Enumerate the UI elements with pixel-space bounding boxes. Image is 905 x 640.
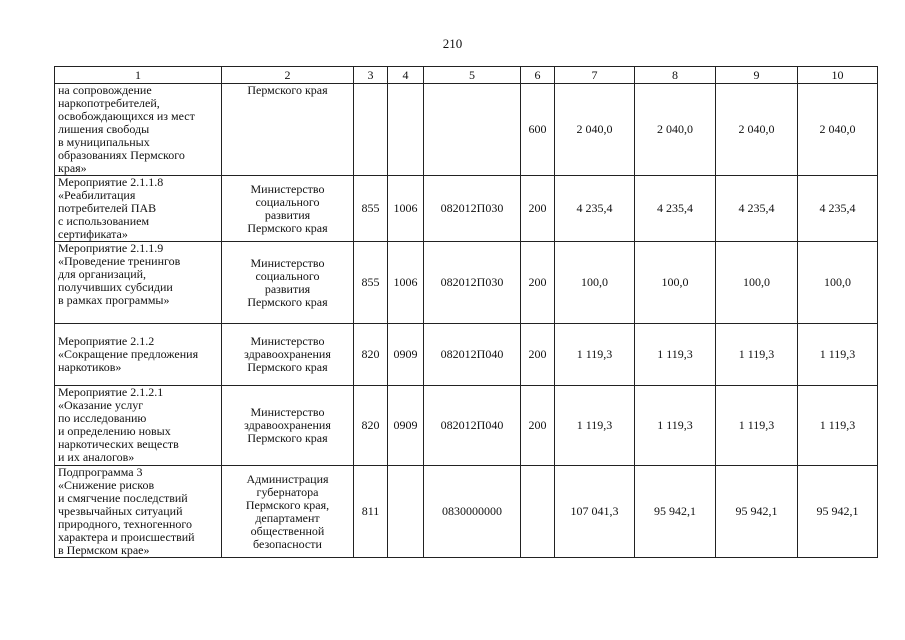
amount-year4-cell: 100,0 <box>798 242 878 324</box>
table-row <box>55 386 878 466</box>
header-cell: 7 <box>555 67 635 84</box>
measure-name-cell: Мероприятие 2.1.2.1 «Оказание услуг по исследованию и определению новых наркотических веществ и их аналогов» <box>55 386 222 466</box>
amount-year1-cell: 2 040,0 <box>555 84 635 176</box>
section-cell <box>388 84 424 176</box>
expense-type-cell: 200 <box>521 386 555 466</box>
amount-year3-cell: 100,0 <box>716 242 798 324</box>
expense-type-cell: 200 <box>521 176 555 242</box>
amount-year4-cell: 4 235,4 <box>798 176 878 242</box>
expense-type-cell: 600 <box>521 84 555 176</box>
target-article-cell: 082012П040 <box>424 324 521 386</box>
header-cell: 5 <box>424 67 521 84</box>
table-row <box>55 324 878 386</box>
section-cell: 0909 <box>388 386 424 466</box>
measure-name-cell: Мероприятие 2.1.1.9 «Проведение тренингов для организаций, получивших субсидии в рамках программы» <box>55 242 222 324</box>
amount-year1-cell: 107 041,3 <box>555 466 635 558</box>
amount-year4-cell: 1 119,3 <box>798 386 878 466</box>
amount-year1-cell: 1 119,3 <box>555 324 635 386</box>
grbs-cell: 820 <box>354 386 388 466</box>
expense-type-cell <box>521 466 555 558</box>
header-cell: 9 <box>716 67 798 84</box>
amount-year2-cell: 2 040,0 <box>635 84 716 176</box>
page-number: 210 <box>442 36 463 51</box>
grbs-cell: 855 <box>354 242 388 324</box>
table-row <box>55 466 878 558</box>
table-row <box>55 176 878 242</box>
table-row <box>55 84 878 176</box>
target-article-cell: 082012П030 <box>424 176 521 242</box>
header-cell: 3 <box>354 67 388 84</box>
executor-cell: Пермского края <box>222 84 354 176</box>
amount-year3-cell: 2 040,0 <box>716 84 798 176</box>
amount-year2-cell: 1 119,3 <box>635 386 716 466</box>
measure-name-cell: Мероприятие 2.1.1.8 «Реабилитация потребителей ПАВ с использованием сертификата» <box>55 176 222 242</box>
amount-year2-cell: 4 235,4 <box>635 176 716 242</box>
amount-year2-cell: 95 942,1 <box>635 466 716 558</box>
header-cell: 6 <box>521 67 555 84</box>
section-cell <box>388 466 424 558</box>
header-cell: 8 <box>635 67 716 84</box>
expense-type-cell: 200 <box>521 242 555 324</box>
amount-year1-cell: 1 119,3 <box>555 386 635 466</box>
target-article-cell: 082012П040 <box>424 386 521 466</box>
header-cell: 10 <box>798 67 878 84</box>
amount-year4-cell: 95 942,1 <box>798 466 878 558</box>
header-row <box>55 67 878 84</box>
target-article-cell: 0830000000 <box>424 466 521 558</box>
amount-year2-cell: 1 119,3 <box>635 324 716 386</box>
header-cell: 1 <box>55 67 222 84</box>
measure-name-cell: на сопровождение наркопотребителей, освобождающихся из мест лишения свободы в муниципальных образованиях Пермского края» <box>55 84 222 176</box>
amount-year3-cell: 95 942,1 <box>716 466 798 558</box>
amount-year1-cell: 4 235,4 <box>555 176 635 242</box>
header-cell: 4 <box>388 67 424 84</box>
expense-type-cell: 200 <box>521 324 555 386</box>
measure-name-cell: Подпрограмма 3 «Снижение рисков и смягчение последствий чрезвычайных ситуаций природного, техногенного характера и происшествий в Пермском крае» <box>55 466 222 558</box>
amount-year2-cell: 100,0 <box>635 242 716 324</box>
executor-cell: Министерство здравоохранения Пермского края <box>222 386 354 466</box>
amount-year1-cell: 100,0 <box>555 242 635 324</box>
grbs-cell: 811 <box>354 466 388 558</box>
measure-name-cell: Мероприятие 2.1.2 «Сокращение предложения наркотиков» <box>55 324 222 386</box>
executor-cell: Министерство социального развития Пермского края <box>222 242 354 324</box>
grbs-cell: 820 <box>354 324 388 386</box>
amount-year4-cell: 1 119,3 <box>798 324 878 386</box>
section-cell: 0909 <box>388 324 424 386</box>
section-cell: 1006 <box>388 242 424 324</box>
target-article-cell: 082012П030 <box>424 242 521 324</box>
amount-year3-cell: 1 119,3 <box>716 324 798 386</box>
target-article-cell <box>424 84 521 176</box>
executor-cell: Министерство социального развития Пермского края <box>222 176 354 242</box>
section-cell: 1006 <box>388 176 424 242</box>
grbs-cell: 855 <box>354 176 388 242</box>
amount-year3-cell: 4 235,4 <box>716 176 798 242</box>
budget-table <box>54 66 878 558</box>
executor-cell: Министерство здравоохранения Пермского края <box>222 324 354 386</box>
grbs-cell <box>354 84 388 176</box>
amount-year3-cell: 1 119,3 <box>716 386 798 466</box>
amount-year4-cell: 2 040,0 <box>798 84 878 176</box>
executor-cell: Администрация губернатора Пермского края, департамент общественной безопасности <box>222 466 354 558</box>
header-cell: 2 <box>222 67 354 84</box>
table-row <box>55 242 878 324</box>
